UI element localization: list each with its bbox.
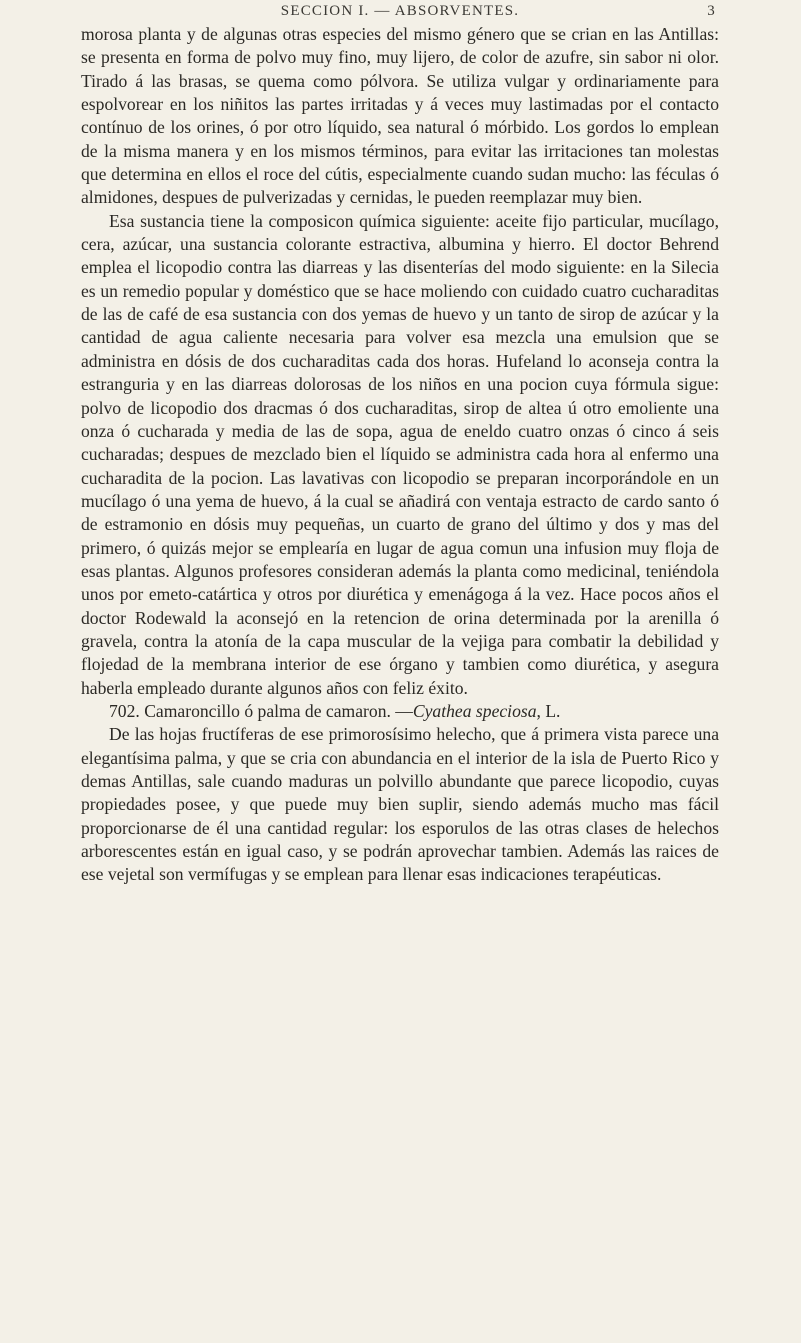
page-number: 3 (707, 3, 716, 19)
running-head (80, 3, 720, 25)
running-head-title: SECCION I. — ABSORVENTES. (280, 3, 520, 19)
body-text (81, 23, 719, 887)
paragraph-licopodio-uses: morosa planta y de algunas otras especies del mismo género que se crian en las Antillas: se presenta en forma de polvo muy fino, muy lijero, de color de azufre, sin sabor ni olor. Tirado á las brasas, se quema como pólvora. Se utiliza vulgar y ordinariamente para espolvorear en los niñitos las partes irritadas y á veces muy lastimadas por el contacto contínuo de los orines, ó por otro líquido, sea natural ó mórbido. Los gordos lo emplean de la misma manera y en los mismos términos, para evitar las irritaciones tan molestas que determina en ellos el roce del cútis, especialmente cuando sudan mucho: las féculas ó almidones, despues de pulverizadas y cernidas, le pueden reemplazar muy bien. (81, 24, 719, 208)
paragraph-cyathea: De las hojas fructíferas de ese primorosísimo helecho, que á primera vista parece una elegantísima palma, y que se cria con abundancia en el interior de la isla de Puerto Rico y demas Antillas, sale cuando maduras un polvillo abundante que parece licopodio, cuyas propiedades posee, y que puede muy bien suplir, siendo además mucho mas fácil proporcionarse de él una cantidad regular: los esporulos de las otras clases de helechos arborescentes están en igual caso, y se podrán aprovechar tambien. Además las raices de ese vejetal son vermífugas y se emplean para llenar esas indicaciones terapéuticas. (81, 724, 719, 885)
entry-702-heading (81, 700, 719, 723)
entry-702-species: Cyathea speciosa (412, 700, 537, 721)
paragraph-composition: Esa sustancia tiene la composicon química siguiente: aceite fijo particular, mucílago, cera, azúcar, una sustancia colorante estractiva, albumina y hierro. El doctor Behrend emplea el licopodio contra las diarreas y las disenterías del modo siguiente: en la Silecia es un remedio popular y doméstico que se hace moliendo con cuidado cuatro cucharaditas de las de café de esa sustancia con dos yemas de huevo y un tanto de sirop de azúcar y la cantidad de agua caliente necesaria para volver esa mezcla una emulsion que se administra en dósis de dos cucharaditas cada dos horas. Hufeland lo aconseja contra la estranguria y en las diarreas dolorosas de los niños en una pocion cuya fórmula sigue: polvo de licopodio dos dracmas ó dos cucharaditas, sirop de altea ú otro emoliente una onza ó cucharada y media de las de sopa, agua de eneldo cuatro onzas ó cinco á seis cucharadas; despues de mezclado bien el líquido se administra cada hora al enfermo una cucharadita de la pocion. Las lavativas con licopodio se preparan incorporándole en un mucílago ó una yema de huevo, á la cual se añadirá con ventaja estracto de cardo santo ó de estramonio en dósis muy pequeñas, un cuarto de grano del último y dos y mas del primero, ó quizás mejor se emplearía en lugar de agua comun una infusion muy floja de esas plantas. Algunos profesores consideran además la planta como medicinal, teniéndola unos por emeto-catártica y otros por diurética y emenágoga á la vez. Hace pocos años el doctor Rodewald la aconsejó en la retencion de orina determinada por la arenilla ó gravela, contra la atonía de la capa muscular de la vejiga para combatir la debilidad y flojedad de la membrana interior de ese órgano y tambien como diurética, y asegura haberla empleado durante algunos años con feliz éxito. (81, 210, 719, 698)
entry-702-title: 702. Camaroncillo ó palma de camaron. — (109, 700, 413, 721)
entry-702-author: , L. (536, 700, 561, 721)
